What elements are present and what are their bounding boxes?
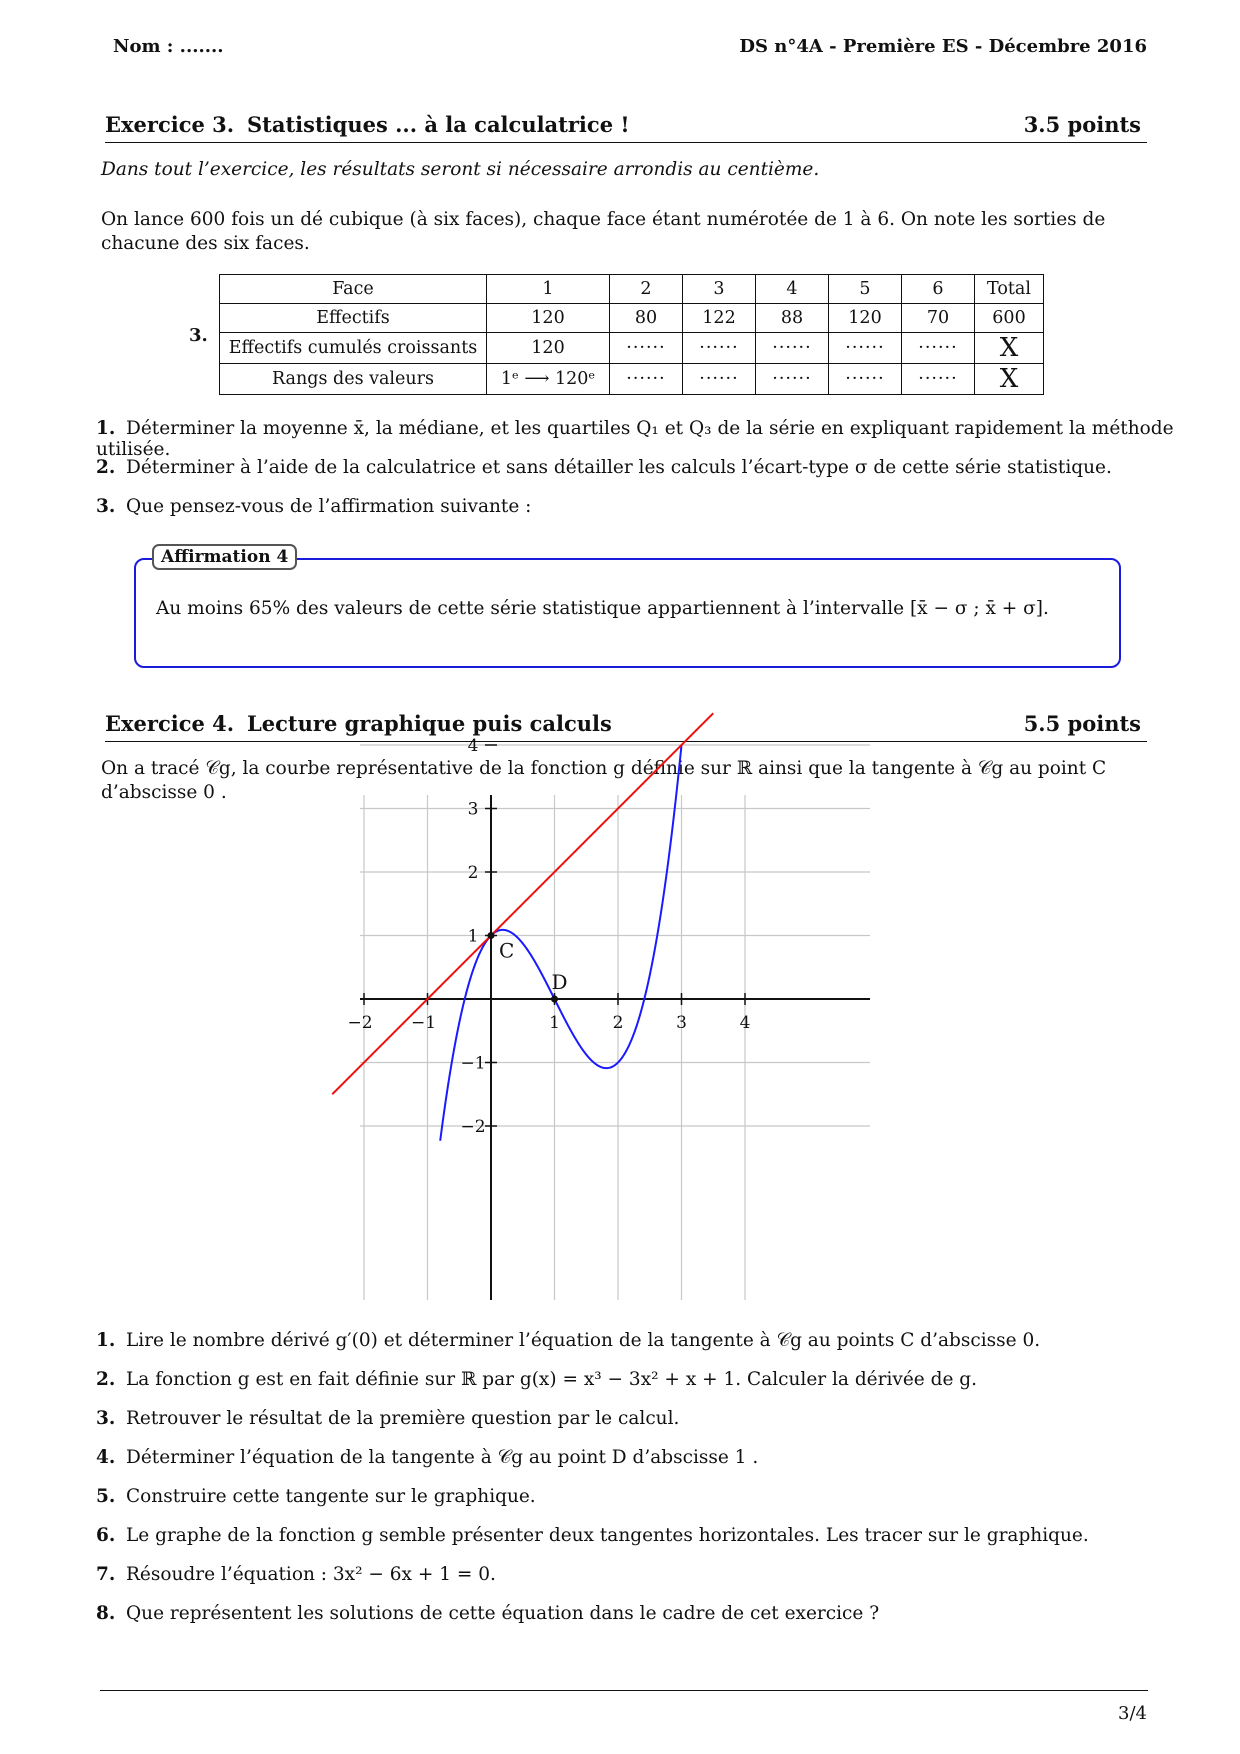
exercise-4-name: Lecture graphique puis calculs [247,711,612,736]
x-tick-label: −1 [410,1013,437,1033]
exercise-4-intro: On a tracé 𝒞g, la courbe représentative de la fonction g définie sur ℝ ainsi que la tangente à 𝒞g au point C d’abscisse 0 . [101,758,1107,803]
ex4-question-3 [96,1408,679,1429]
ex3-question-3 [96,496,531,517]
x-tick-label: −2 [347,1013,373,1033]
table-row [220,275,1044,304]
question-text: Lire le nombre dérivé g′(0) et déterminer l’équation de la tangente à 𝒞g au points C d’abscisse 0. [126,1330,1041,1351]
table-cell: 88 [756,304,829,333]
exercise-4-title [105,711,1147,742]
question-text: La fonction g est en fait définie sur ℝ par g(x) = x³ − 3x² + x + 1. Calculer la dérivée de g. [126,1369,978,1390]
question-number: 8. [96,1603,116,1624]
table-cell: 122 [683,304,756,333]
ex4-question-2 [96,1369,977,1390]
exercise-3-name: Statistiques ... à la calculatrice ! [247,112,630,137]
table-cell: Effectifs [220,304,487,333]
exercise-3-number: Exercice 3. [105,112,235,137]
y-tick-label: 2 [467,863,479,883]
affirmation-label: Affirmation 4 [152,544,297,570]
question-number: 4. [96,1447,116,1468]
table-cell: 70 [902,304,975,333]
table-cell-blank: ······ [756,364,829,395]
question-number: 7. [96,1564,116,1585]
header-name-field: Nom : ....... [113,36,224,57]
question-text: Construire cette tangente sur le graphique. [126,1486,536,1507]
question-text: Résoudre l’équation : 3x² − 6x + 1 = 0. [126,1564,496,1585]
exercise-4-points: 5.5 points [1023,711,1141,736]
table-cell-blank: ······ [756,333,829,364]
point-c [488,932,495,939]
table-cell-blank: ······ [902,364,975,395]
question-number: 2. [96,1369,116,1390]
question-text: Que pensez-vous de l’affirmation suivante : [126,496,532,517]
question-number: 2. [96,457,116,478]
table-cell-blank: ······ [610,333,683,364]
ex4-question-7 [96,1564,496,1585]
ex4-question-6 [96,1525,1089,1546]
page-number: 3/4 [1118,1703,1147,1724]
graph-labels [347,736,750,1137]
question-text: Retrouver le résultat de la première question par le calcul. [126,1408,680,1429]
table-header-cell: 2 [610,275,683,304]
x-tick-label: 4 [739,1013,751,1033]
question-text: Déterminer l’équation de la tangente à 𝒞g au point D d’abscisse 1 . [126,1447,759,1468]
x-tick-label: 1 [549,1013,560,1033]
y-tick-label: −1 [460,1053,486,1074]
question-text: Déterminer à l’aide de la calculatrice et sans détailler les calculs l’écart-type σ de cette série statistique. [126,457,1112,478]
table-header-cell: 3 [683,275,756,304]
table-header-cell: 1 [487,275,610,304]
table-cell: 1ᵉ ⟶ 120ᵉ [487,364,610,395]
table-cell: 120 [487,333,610,364]
table-cell-blank: ······ [610,364,683,395]
affirmation-text: Au moins 65% des valeurs de cette série statistique appartiennent à l’intervalle [x̄ − σ ; x̄ + σ]. [156,598,1049,619]
y-tick-label: 1 [467,926,479,947]
question-number: 3. [96,1408,116,1429]
table-cell-blank: ······ [683,364,756,395]
question-number: 1. [96,418,116,439]
ex4-question-8 [96,1603,879,1624]
exercise-3-statement: On lance 600 fois un dé cubique (à six faces), chaque face étant numérotée de 1 à 6. On note les sorties de chacune des six faces. [101,209,1106,254]
question-number: 1. [96,1330,116,1351]
table-cell-blank: ······ [829,364,902,395]
ex4-question-1 [96,1330,1040,1351]
table-cell: Effectifs cumulés croissants [220,333,487,364]
ex3-question-1 [96,418,1240,460]
exercise-4-number: Exercice 4. [105,711,235,736]
table-cell: 120 [829,304,902,333]
table-row [220,364,1044,395]
question-text: Que représentent les solutions de cette équation dans le cadre de cet exercice ? [126,1603,880,1624]
header-exam-info: DS n°4A - Première ES - Décembre 2016 [739,36,1147,57]
exercise-3-title [105,112,1147,143]
table-row [220,304,1044,333]
footer-divider [100,1690,1148,1691]
y-tick-label: 3 [467,799,479,820]
table-cell-blank: ······ [683,333,756,364]
x-tick-label: 2 [612,1013,624,1033]
question-number: 5. [96,1486,116,1507]
frequency-table [219,274,1044,395]
table-cell-cross: X [975,364,1044,395]
question-number: 6. [96,1525,116,1546]
x-tick-label: 3 [676,1013,687,1033]
table-cell-cross: X [975,333,1044,364]
table-label: 3. [189,325,208,346]
table-header-cell: 5 [829,275,902,304]
point-label-c: C [499,938,515,963]
table-header-cell: 6 [902,275,975,304]
ex4-question-5 [96,1486,536,1507]
question-number: 3. [96,496,116,517]
table-cell: 120 [487,304,610,333]
y-tick-label: 4 [467,736,479,756]
ex4-question-4 [96,1447,758,1468]
exercise-3-points: 3.5 points [1023,112,1141,137]
table-cell-blank: ······ [902,333,975,364]
table-header-cell: Face [220,275,487,304]
table-row [220,333,1044,364]
table-header-cell: 4 [756,275,829,304]
point-d [551,996,558,1003]
table-cell: 80 [610,304,683,333]
table-header-cell: Total [975,275,1044,304]
exercise-3-intro: Dans tout l’exercice, les résultats seront si nécessaire arrondis au centième. [101,159,820,180]
table-cell: 600 [975,304,1044,333]
y-tick-label: −2 [460,1117,486,1137]
ex3-question-2 [96,457,1112,478]
table-cell-blank: ······ [829,333,902,364]
question-text: Le graphe de la fonction g semble présenter deux tangentes horizontales. Les tracer sur le graphique. [126,1525,1089,1546]
table-cell: Rangs des valeurs [220,364,487,395]
point-label-d: D [551,970,568,994]
question-text: Déterminer la moyenne x̄, la médiane, et les quartiles Q₁ et Q₃ de la série en expliquant rapidement la méthode utilisée. [96,418,1174,460]
